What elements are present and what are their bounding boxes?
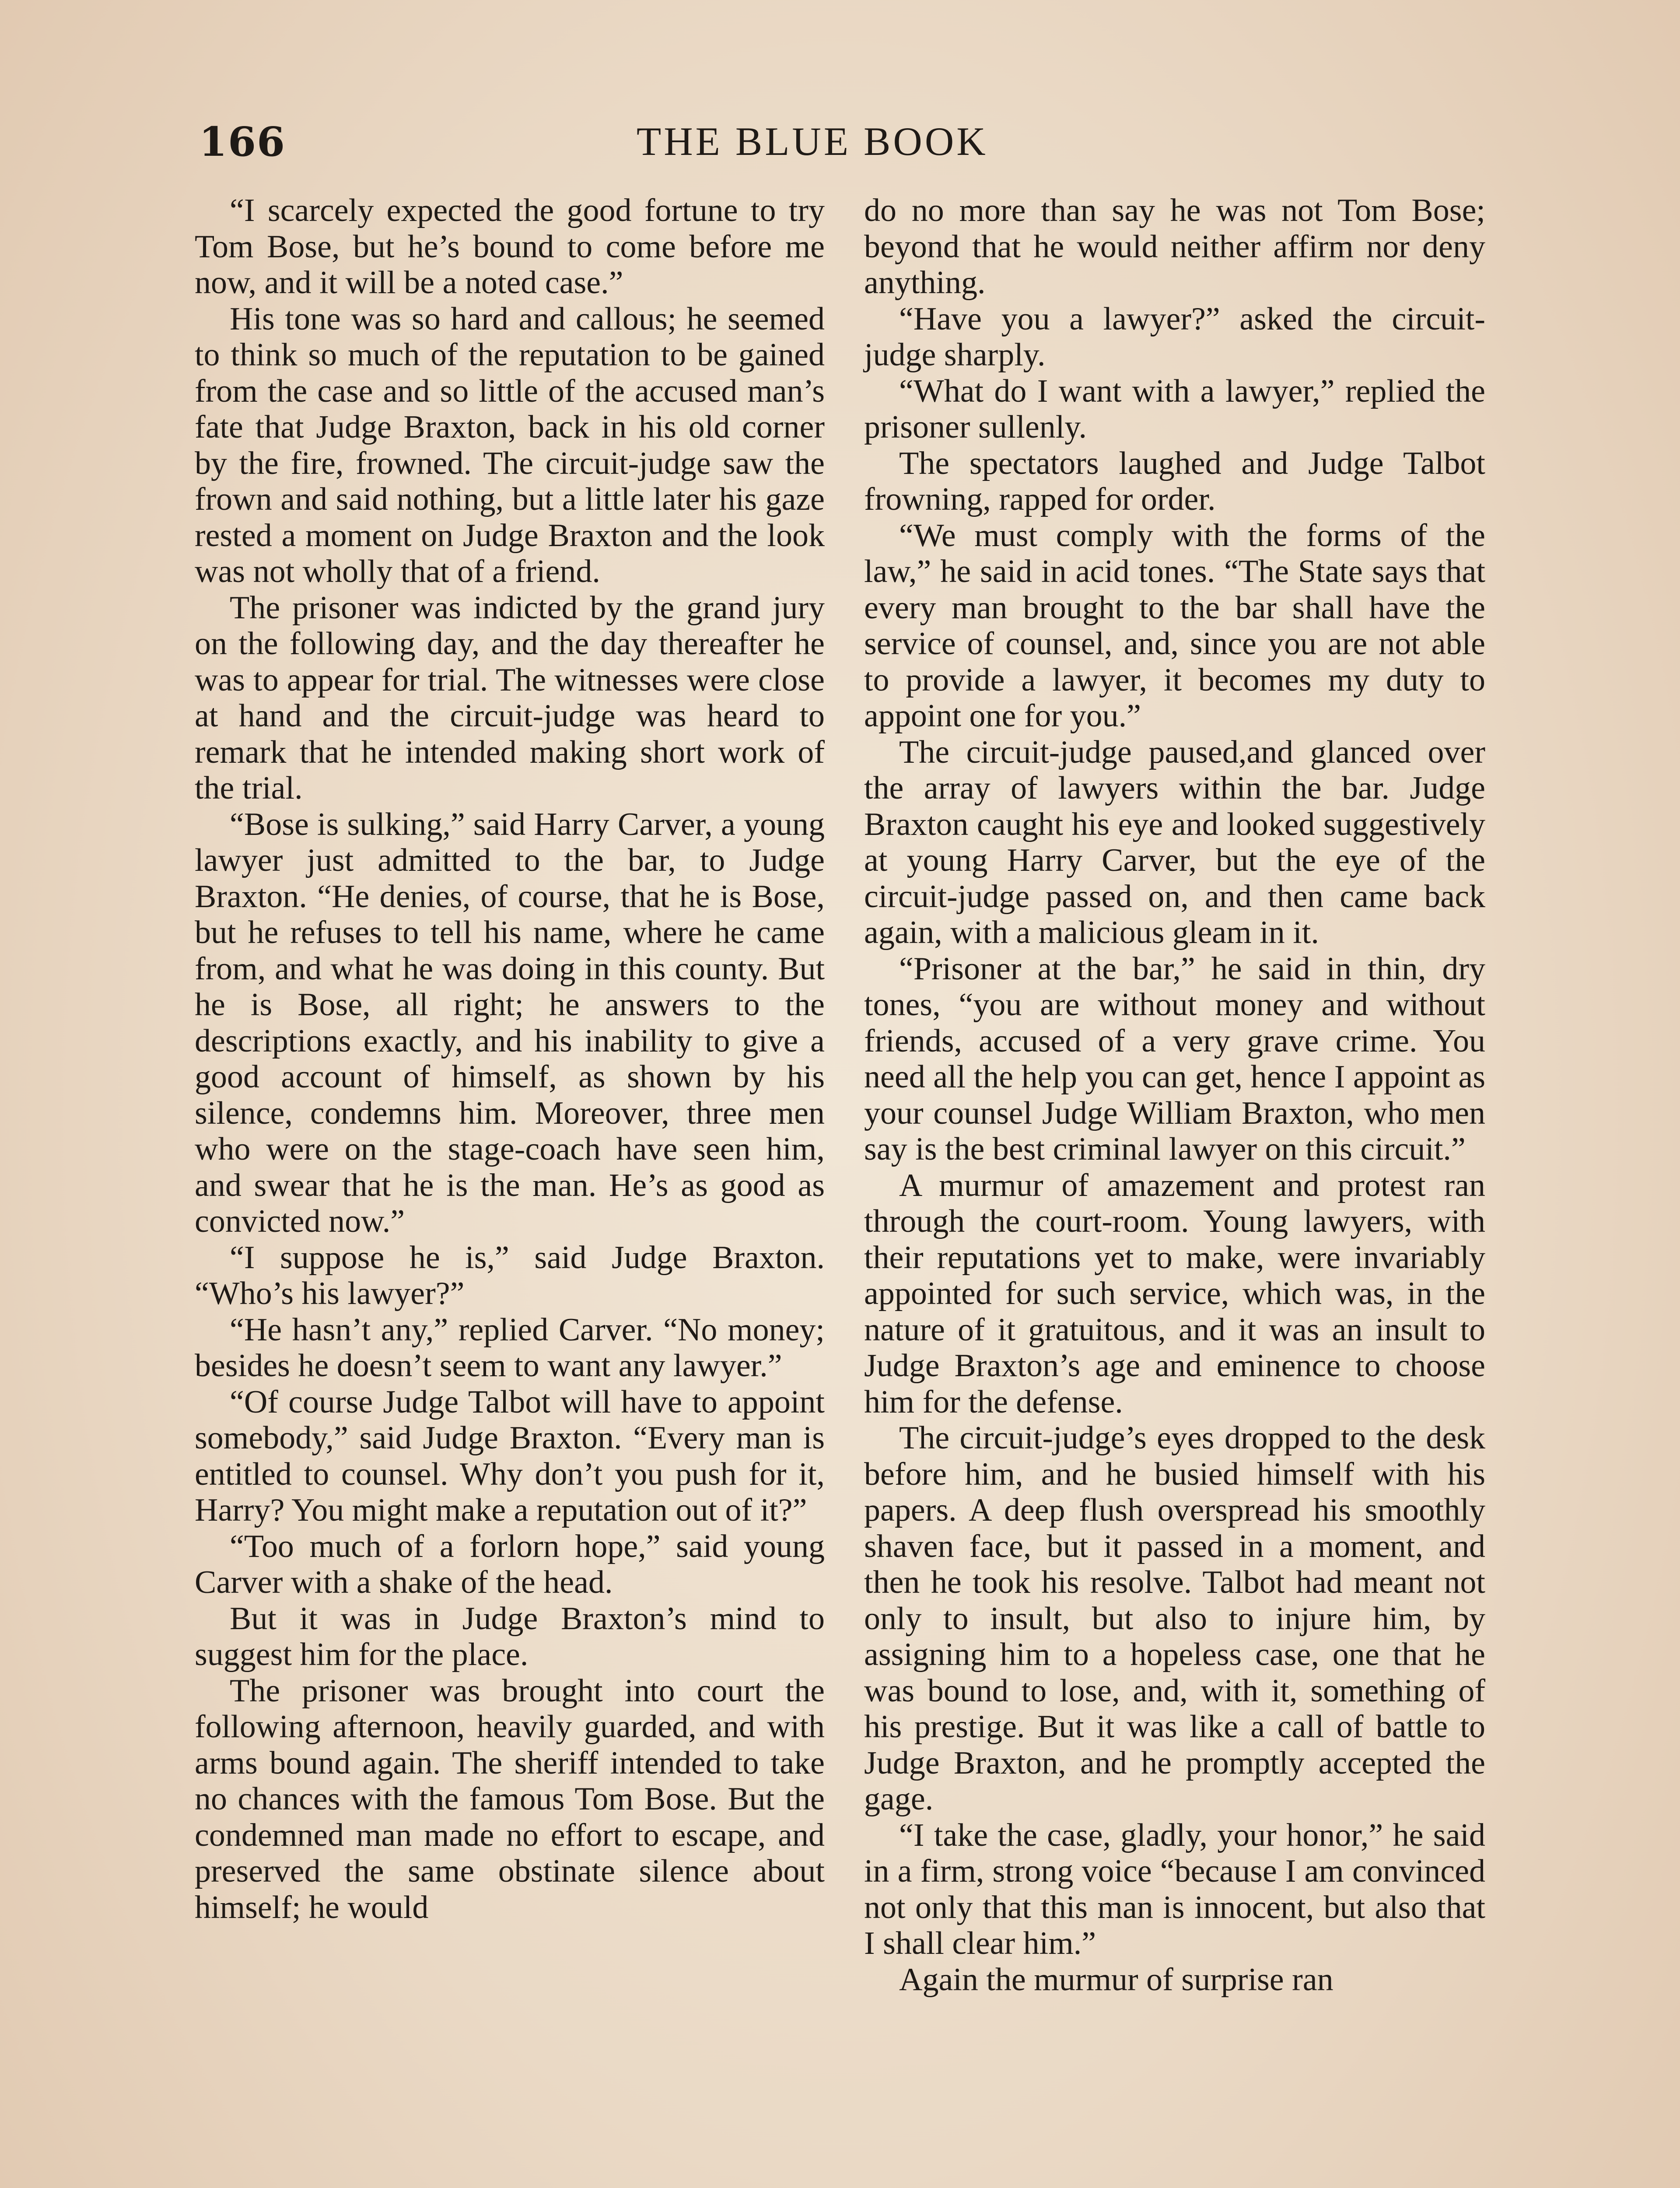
- paragraph: do no more than say he was not Tom Bose; beyond that he would neither affirm nor deny anything.: [864, 193, 1485, 301]
- paragraph: “I scarcely expected the good fortune to try Tom Bose, but he’s bound to come before me now, and it will be a noted case.”: [195, 193, 825, 301]
- paragraph: The circuit-judge paused,and glanced over the array of lawyers within the bar. Judge Braxton caught his eye and looked suggestively at young Harry Carver, but the eye of the circuit-judge passed on, and then came back again, with a malicious gleam in it.: [864, 734, 1485, 950]
- left-text-column: [195, 193, 825, 1925]
- paragraph: His tone was so hard and callous; he seemed to think so much of the reputation to be gained from the case and so little of the accused man’s fate that Judge Braxton, back in his old corner by the fire, frowned. The circuit-judge saw the frown and said nothing, but a little later his gaze rested a moment on Judge Braxton and the look was not wholly that of a friend.: [195, 301, 825, 589]
- paragraph: “Of course Judge Talbot will have to appoint somebody,” said Judge Braxton. “Every man is entitled to counsel. Why don’t you push for it, Harry? You might make a reputation out of it?”: [195, 1384, 825, 1528]
- paragraph: The prisoner was brought into court the following afternoon, heavily guarded, and with arms bound again. The sheriff intended to take no chances with the famous Tom Bose. But the condemned man made no effort to escape, and preserved the same obstinate silence about himself; he would: [195, 1673, 825, 1925]
- paragraph: The spectators laughed and Judge Talbot frowning, rapped for order.: [864, 445, 1485, 517]
- paragraph: Again the murmur of surprise ran: [899, 1961, 1334, 1998]
- paragraph: But it was in Judge Braxton’s mind to suggest him for the place.: [195, 1600, 825, 1673]
- running-title: THE BLUE BOOK: [637, 119, 988, 164]
- paragraph: A murmur of amazement and protest ran through the court-room. Young lawyers, with their reputations yet to make, were invariably appointed for such service, which was, in the nature of it gratuitous, and it was an insult to Judge Braxton’s age and eminence to choose him for the defense.: [864, 1167, 1485, 1420]
- page-number: 166: [199, 118, 286, 165]
- paragraph: “I take the case, gladly, your honor,” he said in a firm, strong voice “because I am convinced not only that this man is innocent, but also that I shall clear him.”: [864, 1817, 1485, 1961]
- right-text-column: [864, 193, 1485, 1998]
- paragraph: “Prisoner at the bar,” he said in thin, dry tones, “you are without money and without friends, accused of a very grave crime. You need all the help you can get, hence I appoint as your counsel Judge William Braxton, who men say is the best criminal lawyer on this circuit.”: [864, 950, 1485, 1167]
- paragraph: “Bose is sulking,” said Harry Carver, a young lawyer just admitted to the bar, to Judge Braxton. “He denies, of course, that he is Bose, but he refuses to tell his name, where he came from, and what he was doing in this county. But he is Bose, all right; he answers to the descriptions exactly, and his inability to give a good account of himself, as shown by his silence, condemns him. Moreover, three men who were on the stage-coach have seen him, and swear that he is the man. He’s as good as convicted now.”: [195, 806, 825, 1239]
- paragraph: “I suppose he is,” said Judge Braxton. “Who’s his lawyer?”: [195, 1239, 825, 1311]
- paragraph: “Have you a lawyer?” asked the circuit-judge sharply.: [864, 301, 1485, 373]
- paragraph: The circuit-judge’s eyes dropped to the desk before him, and he busied himself with his papers. A deep flush overspread his smoothly shaven face, but it passed in a moment, and then he took his resolve. Talbot had meant not only to insult, but also to injure him, by assigning him to a hopeless case, one that he was bound to lose, and, with it, something of his prestige. But it was like a call of battle to Judge Braxton, and he promptly accepted the gage.: [864, 1420, 1485, 1817]
- paragraph: “We must comply with the forms of the law,” he said in acid tones. “The State says that every man brought to the bar shall have the service of counsel, and, since you are not able to provide a lawyer, it becomes my duty to appoint one for you.”: [864, 517, 1485, 734]
- paragraph: “What do I want with a lawyer,” replied the prisoner sullenly.: [864, 373, 1485, 445]
- paragraph: “Too much of a forlorn hope,” said young Carver with a shake of the head.: [195, 1528, 825, 1600]
- page-header: [0, 118, 1680, 179]
- paragraph: The prisoner was indicted by the grand jury on the following day, and the day thereafter he was to appear for trial. The witnesses were close at hand and the circuit-judge was heard to remark that he intended making short work of the trial.: [195, 589, 825, 806]
- paragraph: “He hasn’t any,” replied Carver. “No money; besides he doesn’t seem to want any lawyer.”: [195, 1311, 825, 1384]
